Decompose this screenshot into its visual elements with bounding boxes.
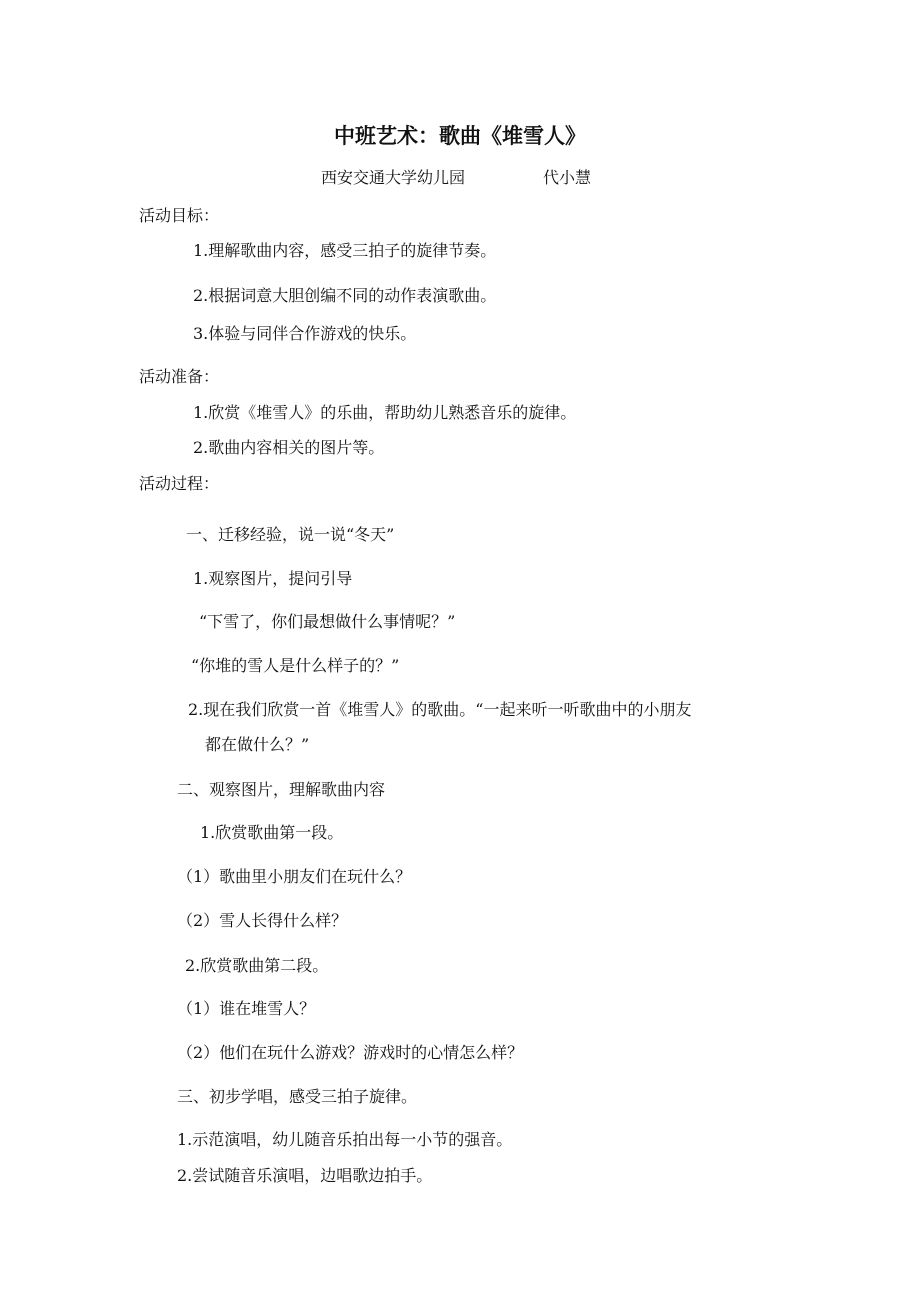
author-school: 西安交通大学幼儿园 <box>321 168 466 187</box>
process-line: （2）雪人长得什么样？ <box>177 911 348 930</box>
process-section-2: 二、观察图片，理解歌曲内容 <box>177 780 386 799</box>
process-section-1: 一、迁移经验，说一说“冬天” <box>186 525 395 544</box>
process-line: “下雪了，你们最想做什么事情呢？” <box>199 612 456 631</box>
goal-item-2: 2.根据词意大胆创编不同的动作表演歌曲。 <box>193 286 497 305</box>
process-line: 1.示范演唱，幼儿随音乐拍出每一小节的强音。 <box>177 1130 513 1149</box>
preparation-item-1: 1.欣赏《堆雪人》的乐曲，帮助幼儿熟悉音乐的旋律。 <box>193 403 577 422</box>
process-line: （1）歌曲里小朋友们在玩什么？ <box>177 867 412 886</box>
process-line: “你堆的雪人是什么样子的？” <box>191 656 400 675</box>
process-line: （2）他们在玩什么游戏？游戏时的心情怎么样？ <box>177 1043 524 1062</box>
author-name: 代小慧 <box>543 168 592 187</box>
process-line: （1）谁在堆雪人？ <box>177 999 316 1018</box>
process-line: 1.欣赏歌曲第一段。 <box>200 823 344 842</box>
process-line: 2.现在我们欣赏一首《堆雪人》的歌曲。“一起来听一听歌曲中的小朋友 <box>188 700 692 719</box>
process-line: 2.欣赏歌曲第二段。 <box>185 956 329 975</box>
process-line: 2.尝试随音乐演唱，边唱歌边拍手。 <box>177 1166 433 1185</box>
process-section-3: 三、初步学唱，感受三拍子旋律。 <box>177 1087 418 1106</box>
process-line: 1.观察图片，提问引导 <box>193 569 353 588</box>
process-line: 都在做什么？” <box>205 735 310 754</box>
preparation-item-2: 2.歌曲内容相关的图片等。 <box>193 438 385 457</box>
goal-item-1: 1.理解歌曲内容，感受三拍子的旋律节奏。 <box>193 241 497 260</box>
goal-item-3: 3.体验与同伴合作游戏的快乐。 <box>193 324 417 343</box>
process-heading: 活动过程： <box>139 474 220 493</box>
preparation-heading: 活动准备： <box>139 367 220 386</box>
document-title: 中班艺术：歌曲《堆雪人》 <box>334 124 586 148</box>
goals-heading: 活动目标： <box>139 206 220 225</box>
